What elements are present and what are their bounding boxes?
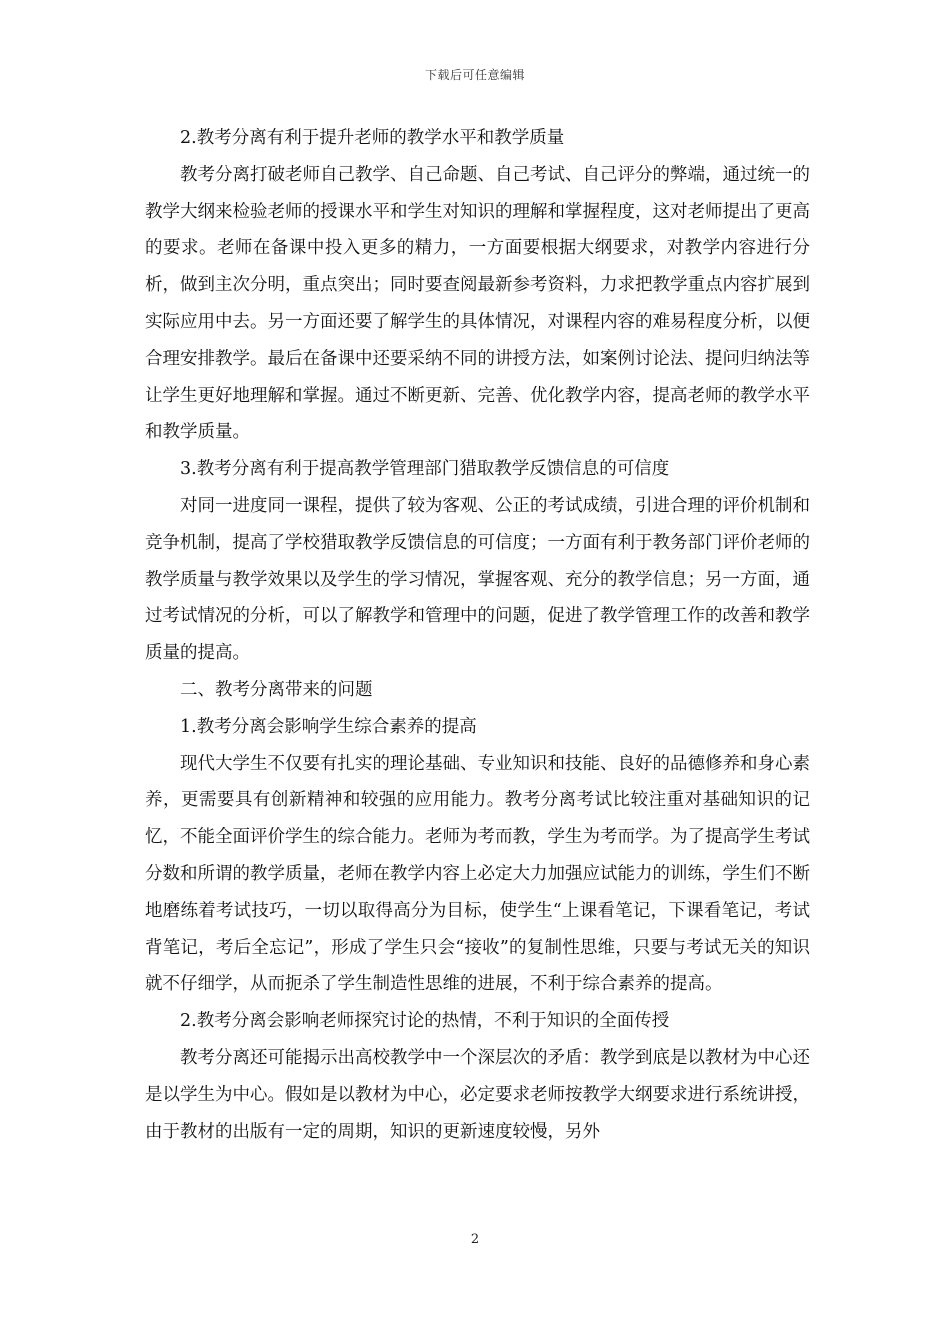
paragraph-teacher-enthusiasm: 教考分离还可能揭示出高校教学中一个深层次的矛盾：教学到底是以教材为中心还是以学生为中心。假如是以教材为中心，必定要求老师按教学大纲要求进行系统讲授，由于教材的出版有一定的周期，知识的更新速度较慢，另外	[145, 1047, 810, 1142]
page-number: 2	[470, 1232, 480, 1247]
section-heading-2-1: 2.教考分离有利于提升老师的教学水平和教学质量	[180, 128, 565, 148]
section-heading-2-3: 3.教考分离有利于提高教学管理部门猎取教学反馈信息的可信度	[180, 459, 670, 480]
document-body	[145, 120, 810, 1150]
paragraph-feedback-credibility: 对同一进度同一课程，提供了较为客观、公正的考试成绩，引进合理的评价机制和竞争机制，提高了学校猎取教学反馈信息的可信度；一方面有利于教务部门评价老师的教学质量与教学效果以及学生的学习情况，掌握客观、充分的教学信息；另一方面，通过考试情况的分析，可以了解教学和管理中的问题，促进了教学管理工作的改善和教学质量的提高。	[145, 495, 810, 664]
section-heading-problem-2: 2.教考分离会影响老师探究讨论的热情，不利于知识的全面传授	[180, 1011, 670, 1032]
section-heading-problem-1: 1.教考分离会影响学生综合素养的提高	[180, 716, 477, 737]
paragraph-teaching-quality: 教考分离打破老师自己教学、自己命题、自己考试、自己评分的弊端，通过统一的教学大纲来检验老师的授课水平和学生对知识的理解和掌握程度，这对老师提出了更高的要求。老师在备课中投入更多的精力，一方面要根据大纲要求，对教学内容进行分析，做到主次分明，重点突出；同时要查阅最新参考资料，力求把教学重点内容扩展到实际应用中去。另一方面还要了解学生的具体情况，对课程内容的难易程度分析，以便合理安排教学。最后在备课中还要采纳不同的讲授方法，如案例讨论法、提问归纳法等让学生更好地理解和掌握。通过不断更新、完善、优化教学内容，提高老师的教学水平和教学质量。	[145, 164, 810, 443]
chapter-heading-problems: 二、教考分离带来的问题	[180, 679, 373, 700]
page-header: 下载后可任意编辑	[424, 68, 525, 82]
paragraph-student-quality: 现代大学生不仅要有扎实的理论基础、专业知识和技能、良好的品德修养和身心素养，更需要具有创新精神和较强的应用能力。教考分离考试比较注重对基础知识的记忆，不能全面评价学生的综合能力。老师为考而教，学生为考而学。为了提高学生考试分数和所谓的教学质量，老师在教学内容上必定大力加强应试能力的训练，学生们不断地磨练着考试技巧，一切以取得高分为目标，使学生“上课看笔记，下课看笔记，考试背笔记，考后全忘记”，形成了学生只会“接收”的复制性思维，只要与考试无关的知识就不仔细学，从而扼杀了学生制造性思维的进展，不利于综合素养的提高。	[145, 753, 810, 995]
